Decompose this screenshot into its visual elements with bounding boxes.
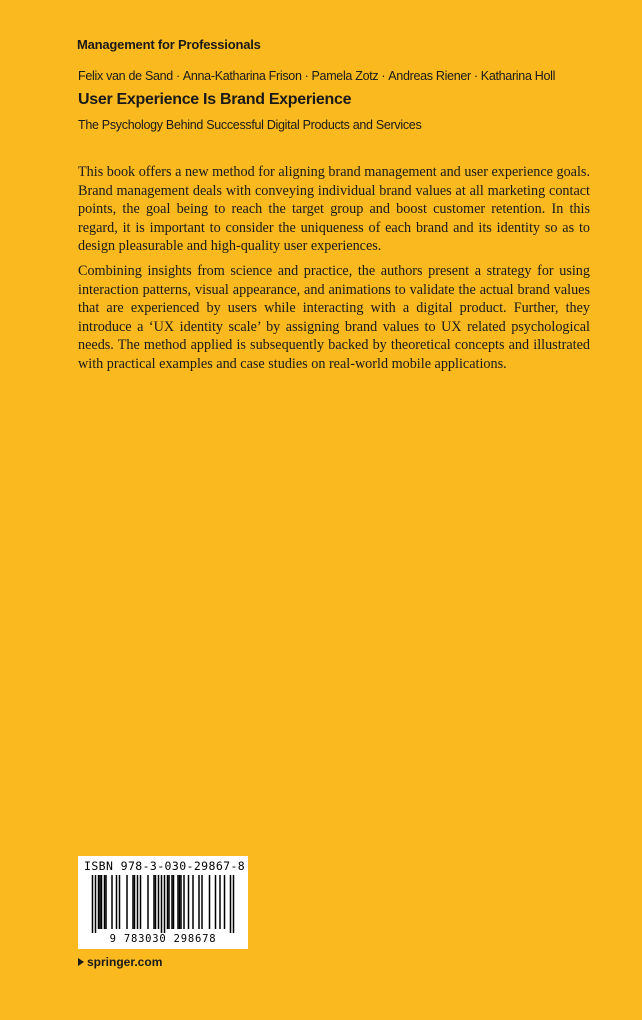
barcode-bar xyxy=(164,875,166,933)
barcode-bar xyxy=(95,875,97,933)
description-paragraph: Combining insights from science and practice, the authors present a strategy for using interaction patterns, visual appearance, and animations to validate the actual brand values that are experienced by users while interacting with a digital product. Further, they introduce a ‘UX identity scale’ by assigning brand values to UX related psychological needs. The method applied is subsequently backed by theoretical concepts and illustrated with practical examples and case studies on real-world mobile applications. xyxy=(78,262,590,372)
barcode-bar xyxy=(198,875,200,929)
barcode-bar xyxy=(215,875,217,929)
barcode-bar xyxy=(116,875,118,929)
barcode-bar xyxy=(132,875,134,929)
barcode-bar xyxy=(101,875,103,929)
barcode-bar xyxy=(92,875,94,933)
barcode-bar xyxy=(161,875,163,933)
barcode-bar xyxy=(105,875,107,929)
author-list xyxy=(78,69,555,83)
publisher-link-label: springer.com xyxy=(87,955,163,969)
barcode-bar xyxy=(171,875,173,929)
barcode-bar xyxy=(230,875,232,933)
barcode-bar xyxy=(179,875,181,929)
barcode-bar xyxy=(201,875,203,929)
barcode-bar xyxy=(99,875,101,929)
author-name: Anna-Katharina Frison xyxy=(182,69,302,83)
barcode-bar xyxy=(119,875,121,929)
barcode-bar xyxy=(168,875,170,929)
book-title: User Experience Is Brand Experience xyxy=(78,91,352,108)
barcode-bar xyxy=(158,875,160,929)
barcode-bar xyxy=(155,875,157,929)
barcode-bar xyxy=(104,875,106,929)
author-name: Andreas Riener xyxy=(388,69,471,83)
barcode-bar xyxy=(192,875,194,929)
author-name: Katharina Holl xyxy=(480,69,556,83)
barcode-bar xyxy=(177,875,179,929)
barcode-bar xyxy=(188,875,190,929)
book-description xyxy=(78,163,590,380)
barcode-bar xyxy=(180,875,182,929)
isbn-barcode xyxy=(78,856,248,949)
barcode-bar xyxy=(183,875,185,929)
author-separator: · xyxy=(381,69,386,83)
barcode-bar xyxy=(224,875,226,929)
ean-digits: 9 783030 298678 xyxy=(109,933,217,945)
barcode-bar xyxy=(167,875,169,929)
barcode-bar xyxy=(173,875,175,929)
author-separator: · xyxy=(304,69,309,83)
author-name: Felix van de Sand xyxy=(78,69,173,83)
barcode-bar xyxy=(153,875,155,929)
triangle-right-icon xyxy=(78,958,84,966)
barcode-bar xyxy=(233,875,235,933)
isbn-label: ISBN 978-3-030-29867-8 xyxy=(84,859,246,873)
publisher-link[interactable] xyxy=(78,955,162,969)
barcode-bar xyxy=(98,875,100,929)
barcode-bar xyxy=(137,875,139,929)
author-name: Pamela Zotz xyxy=(311,69,379,83)
barcode-bar xyxy=(134,875,136,929)
barcode-bar xyxy=(209,875,211,929)
book-subtitle: The Psychology Behind Successful Digital Products and Services xyxy=(78,118,422,132)
description-paragraph: This book offers a new method for aligning brand management and user experience goals. Brand management deals with conveying individual brand values at all marketing contact points, the goal being to reach the target group and boost customer retention. In this regard, it is important to consider the uniqueness of each brand and its identity so as to design pleasurable and high-quality user experiences. xyxy=(78,164,590,255)
barcode-bar xyxy=(219,875,221,929)
barcode-bars xyxy=(84,875,242,933)
author-separator: · xyxy=(473,69,478,83)
barcode-bar xyxy=(111,875,113,929)
barcode-bar xyxy=(126,875,128,929)
barcode-bar xyxy=(147,875,149,929)
barcode-bar xyxy=(140,875,142,929)
author-separator: · xyxy=(175,69,180,83)
series-name: Management for Professionals xyxy=(77,37,261,52)
